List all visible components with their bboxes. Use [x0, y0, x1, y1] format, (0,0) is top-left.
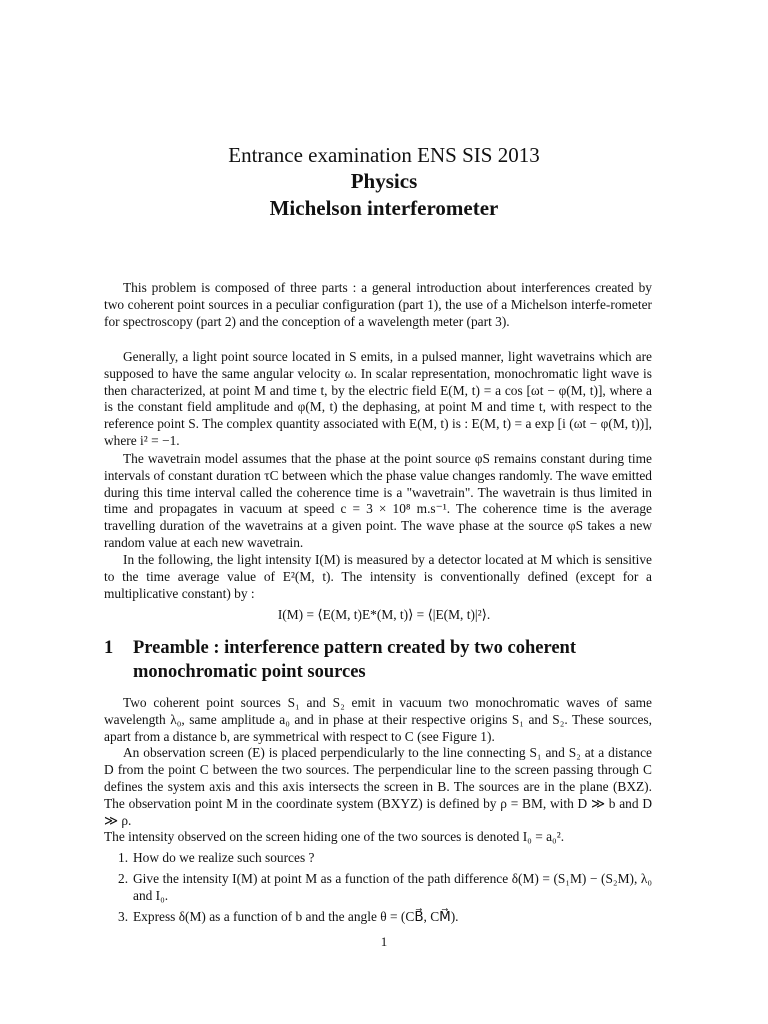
- question-text: Express δ(M) as a function of b and the angle θ = (CB⃗, CM⃗).: [133, 908, 459, 924]
- exam-title: Entrance examination ENS SIS 2013: [228, 143, 540, 167]
- intro-paragraph-4: In the following, the light intensity I(M) is measured by a detector located at M which is sensitive to the time average value of E²(M, t). The intensity is conventionally defined (except for a multiplicative constant) by :: [104, 552, 652, 601]
- title-block: [0, 142, 768, 222]
- question-item: [104, 909, 652, 926]
- section-title-line-1: Preamble : interference pattern created by two coherent: [133, 638, 576, 658]
- question-text: How do we realize such sources ?: [133, 850, 315, 866]
- intensity-formula: I(M) = ⟨E(M, t)E*(M, t)⟩ = ⟨|E(M, t)|²⟩.: [277, 607, 491, 622]
- intro-paragraph-3: The wavetrain model assumes that the phase at the point source φS remains constant during time intervals of constant duration τC between which the phase value changes randomly. The wave emitted during this time interval called the coherence time is a "wavetrain". The wavetrain is thus limited in time and propagates in vacuum at speed c = 3 × 10⁸ m.s⁻¹. The coherence time is the average travelling duration of the wavetrains at a given point. The wave phase at the source φS takes a new random value at each new wavetrain.: [104, 451, 652, 550]
- subject-title: Physics: [350, 169, 418, 193]
- intro-section-2: [104, 349, 652, 450]
- question-number: 2.: [118, 870, 129, 886]
- question-text: Give the intensity I(M) at point M as a function of the path difference δ(M) = (S₁M) − (S₂M), λ₀ and I₀.: [133, 870, 652, 903]
- question-number: 1.: [118, 850, 129, 866]
- section1-paragraph-3: The intensity observed on the screen hiding one of the two sources is denoted I₀ = a₀².: [104, 829, 565, 845]
- intro-paragraph-2: Generally, a light point source located in S emits, in a pulsed manner, light wavetrains which are supposed to have the same angular velocity ω. In scalar representation, monochromatic light wave is then characterized, at point M and time t, by the electric field E(M, t) = a cos [ωt − φ(M, t)], where a is the constant field amplitude and φ(M, t) the dephasing, at point M and time t, with respect to the reference point S. The complex quantity associated with E(M, t) is : E(M, t) = a exp [i (ωt − φ(M, t))], where i² = −1.: [104, 349, 652, 448]
- section-heading: [104, 636, 664, 684]
- page-number: 1: [380, 934, 388, 949]
- section-title-line-2: monochromatic point sources: [133, 662, 366, 682]
- intro-section: [104, 280, 652, 330]
- question-list: [104, 850, 652, 925]
- question-item: [104, 850, 652, 867]
- intro-paragraph-1: This problem is composed of three parts : a general introduction about interferences created by two coherent point sources in a peculiar configuration (part 1), the use of a Michelson interfe-rometer for spectroscopy (part 2) and the conception of a wavelength meter (part 3).: [104, 280, 652, 329]
- intro-section-4: [104, 552, 652, 602]
- section-number: 1: [104, 638, 114, 658]
- section1-paragraph-1: Two coherent point sources S₁ and S₂ emit in vacuum two monochromatic waves of same wavelength λ₀, same amplitude a₀ and in phase at their respective origins S₁ and S₂. These sources, apart from a distance b, are symmetrical with respect to C (see Figure 1).: [104, 695, 652, 744]
- question-number: 3.: [118, 908, 129, 924]
- section1-body: [104, 695, 652, 929]
- topic-title: Michelson interferometer: [269, 196, 499, 220]
- question-item: [104, 871, 652, 905]
- section1-paragraph-2: An observation screen (E) is placed perpendicularly to the line connecting S₁ and S₂ at a distance D from the point C between the two sources. The perpendicular line to the screen passing through C defines the system axis and this axis intersects the screen in B. The sources are in the plane (BXZ). The observation point M in the coordinate system (BXYZ) is defined by ρ = BM, with D ≫ b and D ≫ ρ.: [104, 745, 652, 828]
- intro-section-3: [104, 451, 652, 552]
